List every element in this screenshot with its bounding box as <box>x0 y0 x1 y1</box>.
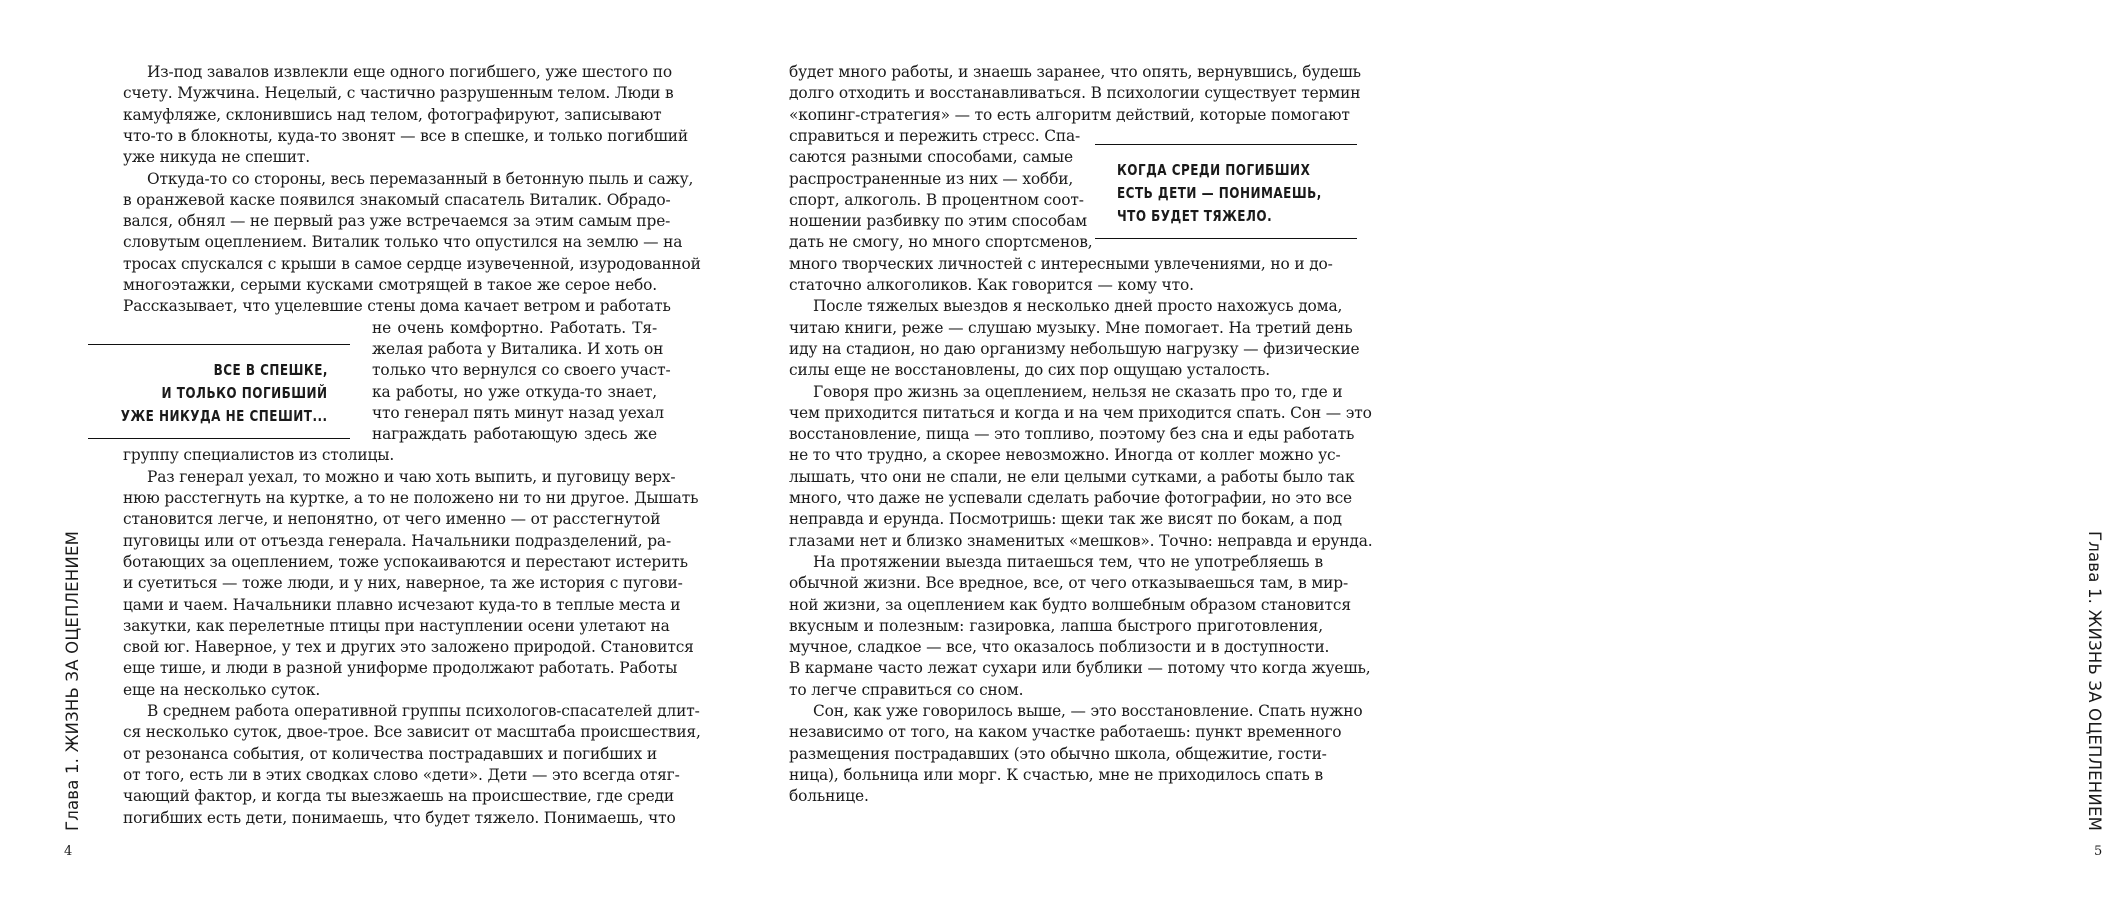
pull-quote-line: УЖЕ НИКУДА НЕ СПЕШИТ... <box>121 407 328 425</box>
text-line: независимо от того, на каком участке работаешь: пункт временного <box>789 723 1342 742</box>
text-line: еще тише, и люди в разной униформе продолжают работать. Работы <box>123 659 678 678</box>
text-line: от резонанса события, от количества пострадавших и погибших и <box>123 744 657 763</box>
text-line: Говоря про жизнь за оцеплением, нельзя не сказать про то, где и <box>813 382 1343 401</box>
text-line: погибших есть дети, понимаешь, что будет тяжело. Понимаешь, что <box>123 808 676 827</box>
text-line: камуфляже, склонившись над телом, фотографируют, записывают <box>123 105 662 124</box>
text-line: ка работы, но уже откуда-то знает, <box>372 382 657 401</box>
text-line: лышать, что они не спали, не ели целыми сутками, а работы было так <box>789 467 1355 486</box>
text-line: только что вернулся со своего участ- <box>372 361 671 380</box>
text-line: Рассказывает, что уцелевшие стены дома качает ветром и работать <box>123 297 671 316</box>
text-line: будет много работы, и знаешь заранее, что опять, вернувшись, будешь <box>789 63 1361 81</box>
text-line: счету. Мужчина. Нецелый, с частично разрушенным телом. Люди в <box>123 84 674 103</box>
text-line: саются разными способами, самые <box>789 148 1073 167</box>
page-number-left: 4 <box>64 844 73 859</box>
text-line: вкусным и полезным: газировка, лапша быстрого приготовления, <box>789 616 1323 635</box>
text-line: В кармане часто лежат сухари или бублики — потому что когда жуешь, <box>789 659 1371 678</box>
text-line: ница), больница или морг. К счастью, мне не приходилось спать в <box>789 765 1323 784</box>
pull-quote-line: ВСЕ В СПЕШКЕ, <box>213 361 328 379</box>
text-line: вался, обнял — не первый раз уже встречаемся за этим самым пре- <box>123 212 671 231</box>
text-line: ботающих за оцеплением, тоже успокаиваются и перестают истерить <box>123 552 688 571</box>
text-line: становится легче, и непонятно, от чего именно — от расстегнутой <box>123 510 661 529</box>
text-line: награждать работающую здесь же <box>372 425 657 444</box>
text-line: закутки, как перелетные птицы при наступлении осени улетают на <box>123 616 670 635</box>
pull-quote-right <box>1095 144 1357 239</box>
pull-quote-line: ЕСТЬ ДЕТИ — ПОНИМАЕШЬ, <box>1117 184 1322 202</box>
text-line: ся несколько суток, двое-трое. Все зависит от масштаба происшествия, <box>123 723 701 742</box>
text-line: статочно алкоголиков. Как говорится — кому что. <box>789 276 1194 294</box>
running-head-right: Глава 1. ЖИЗНЬ ЗА ОЦЕПЛЕНИЕМ <box>2085 530 2104 832</box>
text-line: пуговицы или от отъезда генерала. Начальники подразделений, ра- <box>123 531 672 550</box>
pull-quote-line: И ТОЛЬКО ПОГИБШИЙ <box>161 384 328 402</box>
text-line: не то что трудно, а скорее невозможно. Иногда от коллег можно ус- <box>789 446 1341 465</box>
text-line: в оранжевой каске появился знакомый спасатель Виталик. Обрадо- <box>123 190 671 209</box>
text-line: обычной жизни. Все вредное, все, от чего отказываешься там, в мир- <box>789 574 1349 593</box>
text-line: не очень комфортно. Работать. Тя- <box>372 318 657 337</box>
text-line: еще на несколько суток. <box>123 680 321 699</box>
text-line: ной жизни, за оцеплением как будто волшебным образом становится <box>789 595 1351 614</box>
text-line: распространенные из них — хобби, <box>789 169 1074 188</box>
text-line: много творческих личностей с интересными увлечениями, но и до- <box>789 254 1333 273</box>
text-line: многоэтажки, серыми кусками смотрящей в такое же серое небо. <box>123 276 657 294</box>
text-line: цами и чаем. Начальники плавно исчезают куда-то в теплые места и <box>123 595 681 614</box>
text-line: тросах спускался с крыши в самое сердце изувеченной, изуродованной <box>123 254 701 273</box>
text-line: силы еще не восстановлены, до сих пор ощущаю усталость. <box>789 361 1271 380</box>
text-line: что-то в блокноты, куда-то звонят — все в спешке, и только погибший <box>123 126 688 145</box>
text-line: больнице. <box>789 787 869 806</box>
text-line: Раз генерал уехал, то можно и чаю хоть выпить, и пуговицу верх- <box>147 467 676 486</box>
text-line: словутым оцеплением. Виталик только что опустился на землю — на <box>123 233 683 252</box>
text-line: группу специалистов из столицы. <box>123 446 395 465</box>
left-page <box>0 0 722 919</box>
text-line: читаю книги, реже — слушаю музыку. Мне помогает. На третий день <box>789 318 1353 337</box>
text-line: Из-под завалов извлекли еще одного погибшего, уже шестого по <box>147 63 672 81</box>
text-line: мучное, сладкое — все, что оказалось поблизости и в доступности. <box>789 638 1330 657</box>
text-line: чем приходится питаться и когда и на чем приходится спать. Сон — это <box>789 403 1372 422</box>
text-line: долго отходить и восстанавливаться. В психологии существует термин <box>789 84 1361 103</box>
text-line: от того, есть ли в этих сводках слово «дети». Дети — это всегда отяг- <box>123 765 680 784</box>
text-line: Откуда-то со стороны, весь перемазанный в бетонную пыль и сажу, <box>147 169 694 188</box>
page-number-right: 5 <box>2094 844 2103 859</box>
running-head-left: Глава 1. ЖИЗНЬ ЗА ОЦЕПЛЕНИЕМ <box>63 530 82 832</box>
text-line: восстановление, пища — это топливо, поэтому без сна и еды работать <box>789 425 1355 444</box>
text-line: что генерал пять минут назад уехал <box>372 403 664 422</box>
pull-quote-line: КОГДА СРЕДИ ПОГИБШИХ <box>1117 161 1311 179</box>
text-line: размещения пострадавших (это обычно школа, общежитие, гости- <box>789 744 1327 763</box>
text-line: много, что даже не успевали сделать рабочие фотографии, но это все <box>789 489 1353 507</box>
text-line: то легче справиться со сном. <box>789 680 1024 699</box>
right-page <box>722 0 2104 919</box>
text-line: ношении разбивку по этим способам <box>789 212 1087 231</box>
text-line: После тяжелых выездов я несколько дней просто нахожусь дома, <box>813 297 1343 316</box>
text-line: Сон, как уже говорилось выше, — это восстановление. Спать нужно <box>813 702 1363 720</box>
text-line: спорт, алкоголь. В процентном соот- <box>789 190 1084 209</box>
text-line: чающий фактор, и когда ты выезжаешь на происшествие, где среди <box>123 787 674 806</box>
text-line: уже никуда не спешит. <box>123 148 311 167</box>
text-line: дать не смогу, но много спортсменов, <box>789 233 1093 252</box>
text-line: неправда и ерунда. Посмотришь: щеки так же висят по бокам, а под <box>789 510 1342 529</box>
text-line: На протяжении выезда питаешься тем, что не употребляешь в <box>813 552 1323 571</box>
text-line: «копинг-стратегия» — то есть алгоритм действий, которые помогают <box>789 105 1350 124</box>
text-line: иду на стадион, но даю организму небольшую нагрузку — физические <box>789 339 1360 358</box>
text-line: свой юг. Наверное, у тех и других это заложено природой. Становится <box>123 638 694 657</box>
text-line: и суетиться — тоже люди, и у них, наверное, та же история с пугови- <box>123 574 683 593</box>
text-line: справиться и пережить стресс. Спа- <box>789 126 1081 145</box>
text-line: глазами нет и близко знаменитых «мешков». Точно: неправда и ерунда. <box>789 531 1373 550</box>
text-line: желая работа у Виталика. И хоть он <box>372 339 664 358</box>
pull-quote-line: ЧТО БУДЕТ ТЯЖЕЛО. <box>1117 207 1273 225</box>
pull-quote-left <box>88 344 350 439</box>
text-line: В среднем работа оперативной группы психологов-спасателей длит- <box>147 702 700 720</box>
text-line: нюю расстегнуть на куртке, а то не положено ни то ни другое. Дышать <box>123 489 699 507</box>
